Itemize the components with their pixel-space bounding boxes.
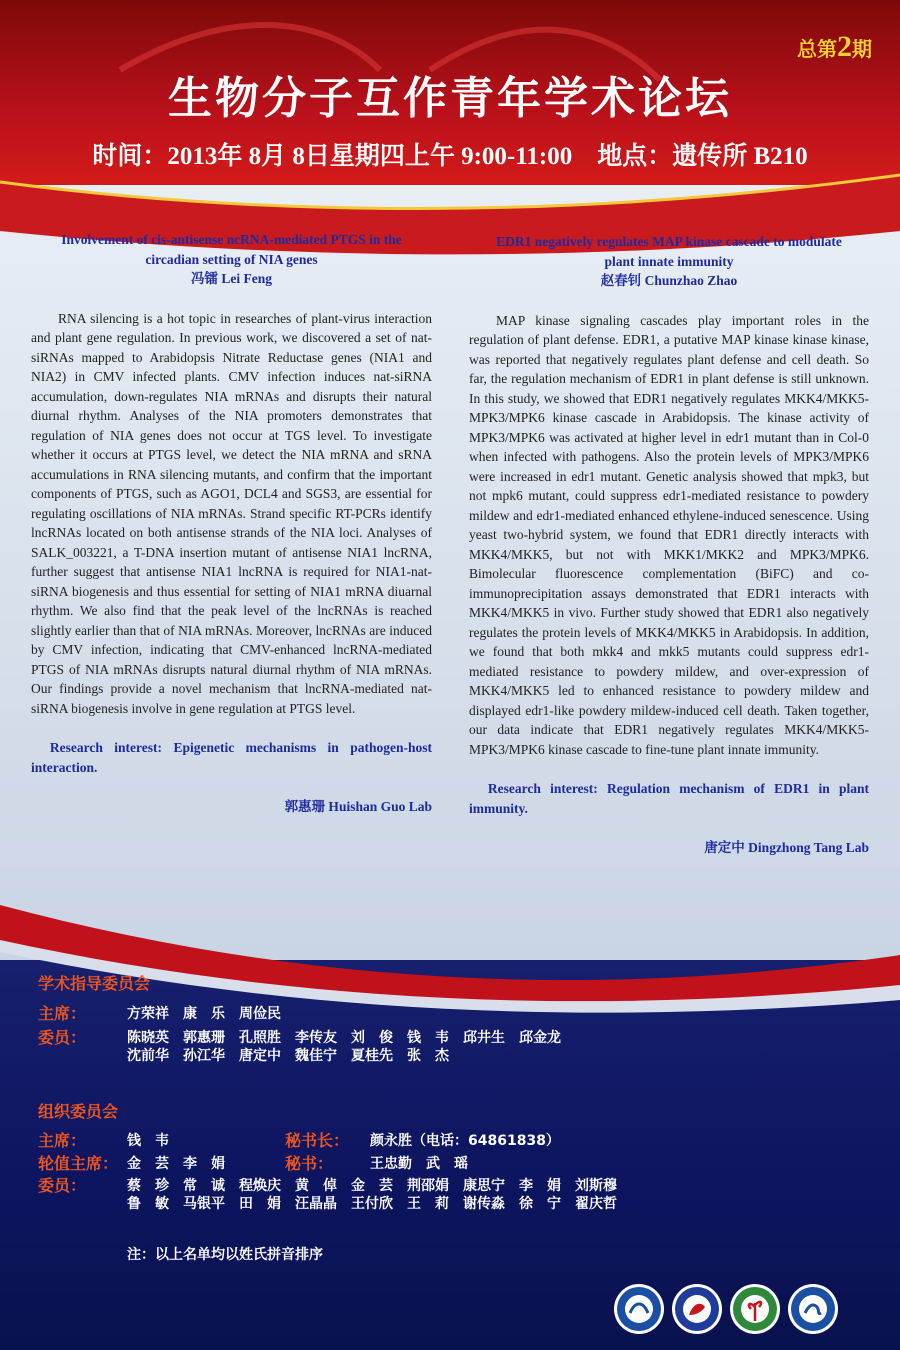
- botany-institute-logo: [671, 1283, 723, 1335]
- secretary-label: 秘书：: [285, 1154, 334, 1173]
- rotating-chair-label: 轮值主席：: [38, 1154, 119, 1173]
- secretary-general-label: 秘书长：: [285, 1131, 350, 1150]
- academic-member-label: 委员：: [38, 1030, 87, 1047]
- issue-number-value: 2: [837, 30, 852, 63]
- secretary-names: 王忠勤 武 瑶: [370, 1156, 468, 1172]
- talk-speaker: 赵春钊 Chunzhao Zhao: [600, 273, 738, 288]
- secretary-general-names: 颜永胜（电话：64861838）: [370, 1133, 560, 1149]
- academic-committee-heading: 学术指导委员会: [38, 974, 151, 993]
- research-interest: Research interest: Epigenetic mechanisms in pathogen-host interaction.: [31, 740, 432, 775]
- talk-title-line1: EDR1 negatively regulates MAP kinase cascade to modulate: [496, 234, 842, 249]
- issue-suffix: 期: [852, 37, 872, 61]
- organizing-member-label: 委员：: [38, 1176, 87, 1195]
- talk-title: [469, 232, 869, 271]
- research-interest: Research interest: Regulation mechanism of EDR1 in plant immunity.: [469, 781, 869, 816]
- talk-title-line2: circadian setting of NIA genes: [145, 251, 318, 267]
- talk-title-line1: Involvement of cis-antisense ncRNA-mediated PTGS in the: [61, 232, 402, 247]
- rotating-chair-names: 金 芸 李 娟: [127, 1156, 225, 1172]
- genetics-institute-logo: [729, 1283, 781, 1335]
- talk-abstract: RNA silencing is a hot topic in researches of plant-virus interaction and plant gene regulation. In previous work, we discovered a set of nat-siRNAs mapped to Arabidopsis Nitrate Reductase genes (NIA1 and NIA2) in CMV infected plants. CMV infection induces nat-siRNA accumulation, down-regulates NIA mRNAs and disrupts their natural diurnal rhythm. Analyses of the NIA promoters demonstrates that regulation of NIA genes does not occur at TGS level. To investigate whether it occurs at PTGS level, we detect the NIA mRNA and sRNA accumulations in RNA silencing mutants, and confirm that the important components of PTGS, such as AGO1, DCL4 and SGS3, are essential for regulating oscillations of NIA mRNAs. Strand specific RT-PCRs identify lncRNAs located on both antisense strands of the NIA loci. Analyses of SALK_003221, a T-DNA insertion mutant of antisense NIA1 lncRNA, further suggest that antisense NIA1 lncRNA is required for NIA1-nat-siRNA biogenesis and thus essential for setting of NIA1 mRNA diuarnal rhythm. We also find that the peak level of the lncRNAs is reached slightly earlier than that of NIA mRNAs. Moreover, lncRNAs are induced by CMV infection, indicating that CMV-enhanced lncRNA-mediated PTGS of NIA mRNAs disrupts natural diurnal rhythm of NIA mRNAs. Our findings provide a novel mechanism that lncRNA-mediated nat-siRNA biogenesis involve in gene regulation at PTGS level.: [31, 310, 432, 716]
- name-order-note: 注：以上名单均以姓氏拼音排序: [127, 1247, 323, 1263]
- time-place: 时间：2013年 8月 8日星期四上午 9:00-11:00 地点：遗传所 B210: [92, 143, 808, 170]
- talk-abstract: MAP kinase signaling cascades play important roles in the regulation of plant defense. EDR1, a putative MAP kinase kinase kinase, was reported that negatively regulates plant defense and cell death. So far, the regulation mechanism of EDR1 in plant defense is still unknown. In this study, we showed that EDR1 negatively regulates MKK4/MKK5-MPK3/MPK6 kinase cascade in Arabidopsis. The kinase activity of MPK3/MPK6 was activated at higher level in edr1 mutant than in Col-0 when infected with pathogens. Also the protein levels of MPK3/MPK6 were increased in edr1 mutant. Genetic analysis showed that mpk3, but not mpk6 mutant, could suppress edr1-mediated resistance to powdery mildew and edr1-mediated enhanced ethylene-induced senescence. Using yeast two-hybrid system, we found that EDR1 directly interacts with MKK4/MKK5, but not with MKK1/MKK2 and MPK3/MPK6. Bimolecular fluorescence complementation (BiFC) and co-immunoprecipitation assays demonstrated that EDR1 interacts with MKK4/MKK5 in vivo. Further study showed that EDR1 also negatively regulates the protein levels of MKK4/MKK5 in Arabidopsis. In addition, we found that both mkk4 and mkk5 mutants could suppress edr1-mediated resistance to powdery mildew, and over-expression of MKK4/MKK5 led to enhanced resistance to powdery mildew and displayed edr1-like powdery mildew-induced cell death. Taken together, our data indicate that EDR1 negatively regulates MKK4/MKK5-MPK3/MPK6 kinase cascade to fine-tune plant innate immunity.: [469, 312, 869, 757]
- talk-left: [31, 230, 432, 817]
- microbiology-institute-logo: [613, 1283, 665, 1335]
- talk-title-line2: plant innate immunity: [604, 253, 734, 269]
- academic-member-row2: 沈前华 孙江华 唐定中 魏佳宁 夏桂先 张 杰: [127, 1049, 449, 1064]
- lab-name: 郭惠珊 Huishan Guo Lab: [284, 799, 432, 814]
- academic-member-row1: 陈晓英 郭惠珊 孔照胜 李传友 刘 俊 钱 韦 邱井生 邱金龙: [127, 1031, 561, 1046]
- organizing-chair-names: 钱 韦: [127, 1133, 169, 1149]
- issue-number: [797, 30, 872, 64]
- organizing-committee-heading: 组织委员会: [38, 1102, 119, 1121]
- talk-speaker: 冯镭 Lei Feng: [191, 271, 272, 286]
- talk-title: [31, 230, 432, 269]
- zoology-institute-logo: [787, 1283, 839, 1335]
- academic-chair-names: 方荣祥 康 乐 周俭民: [127, 1007, 281, 1022]
- academic-chair-label: 主席：: [38, 1006, 87, 1023]
- talk-right: [469, 232, 869, 858]
- issue-prefix: 总第: [797, 37, 837, 61]
- organizing-chair-label: 主席：: [38, 1131, 87, 1150]
- lab-name: 唐定中 Dingzhong Tang Lab: [704, 840, 869, 855]
- organizing-member-row1: 蔡 珍 常 诚 程焕庆 黄 倬 金 芸 荆邵娟 康思宁 李 娟 刘斯穆: [127, 1178, 617, 1194]
- organizing-member-row2: 鲁 敏 马银平 田 娟 汪晶晶 王付欣 王 莉 谢传淼 徐 宁 翟庆哲: [127, 1196, 617, 1212]
- forum-title: 生物分子互作青年学术论坛: [168, 73, 732, 124]
